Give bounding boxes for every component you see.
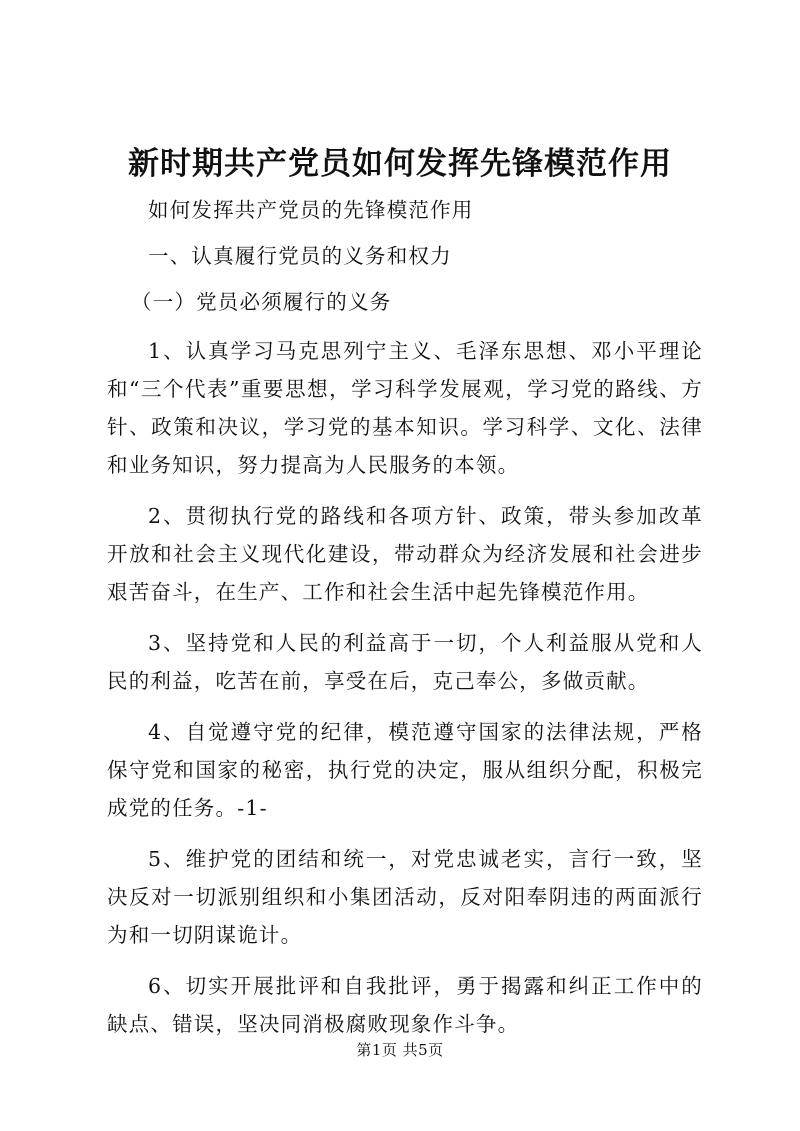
paragraph-item-1: 1、认真学习马克思列宁主义、毛泽东思想、邓小平理论和“三个代表”重要思想，学习科学发展观，学习党的路线、方针、政策和决议，学习党的基本知识。学习科学、文化、法律和业务知识，努力提高为人民服务的本领。 [107,339,703,477]
paragraph-item-3: 3、坚持党和人民的利益高于一切，个人利益服从党和人民的利益，吃苦在前，享受在后，克己奉公，多做贡献。 [107,631,703,693]
document-title: 新时期共产党员如何发挥先锋模范作用 [128,146,672,182]
paragraph-subtitle: 如何发挥共产党员的先锋模范作用 [148,198,474,222]
subsection-heading: （一）党员必须履行的义务 [131,290,392,314]
paragraph-item-5: 5、维护党的团结和统一，对党忠诚老实，言行一致，坚决反对一切派别组织和小集团活动，反对阳奉阴违的两面派行为和一切阴谋诡计。 [107,847,703,947]
page-footer: 第1页 共5页 [356,1041,444,1059]
paragraph-item-2: 2、贯彻执行党的路线和各项方针、政策，带头参加改革开放和社会主义现代化建设，带动群众为经济发展和社会进步艰苦奋斗，在生产、工作和社会生活中起先锋模范作用。 [107,504,703,604]
document-body [107,191,703,1054]
paragraph-item-4: 4、自觉遵守党的纪律，模范遵守国家的法律法规，严格保守党和国家的秘密，执行党的决定，服从组织分配，积极完成党的任务。-1- [107,720,703,820]
section-heading: 一、认真履行党员的义务和权力 [148,244,452,268]
paragraph-item-6: 6、切实开展批评和自我批评，勇于揭露和纠正工作中的缺点、错误，坚决同消极腐败现象作斗争。 [107,974,703,1036]
